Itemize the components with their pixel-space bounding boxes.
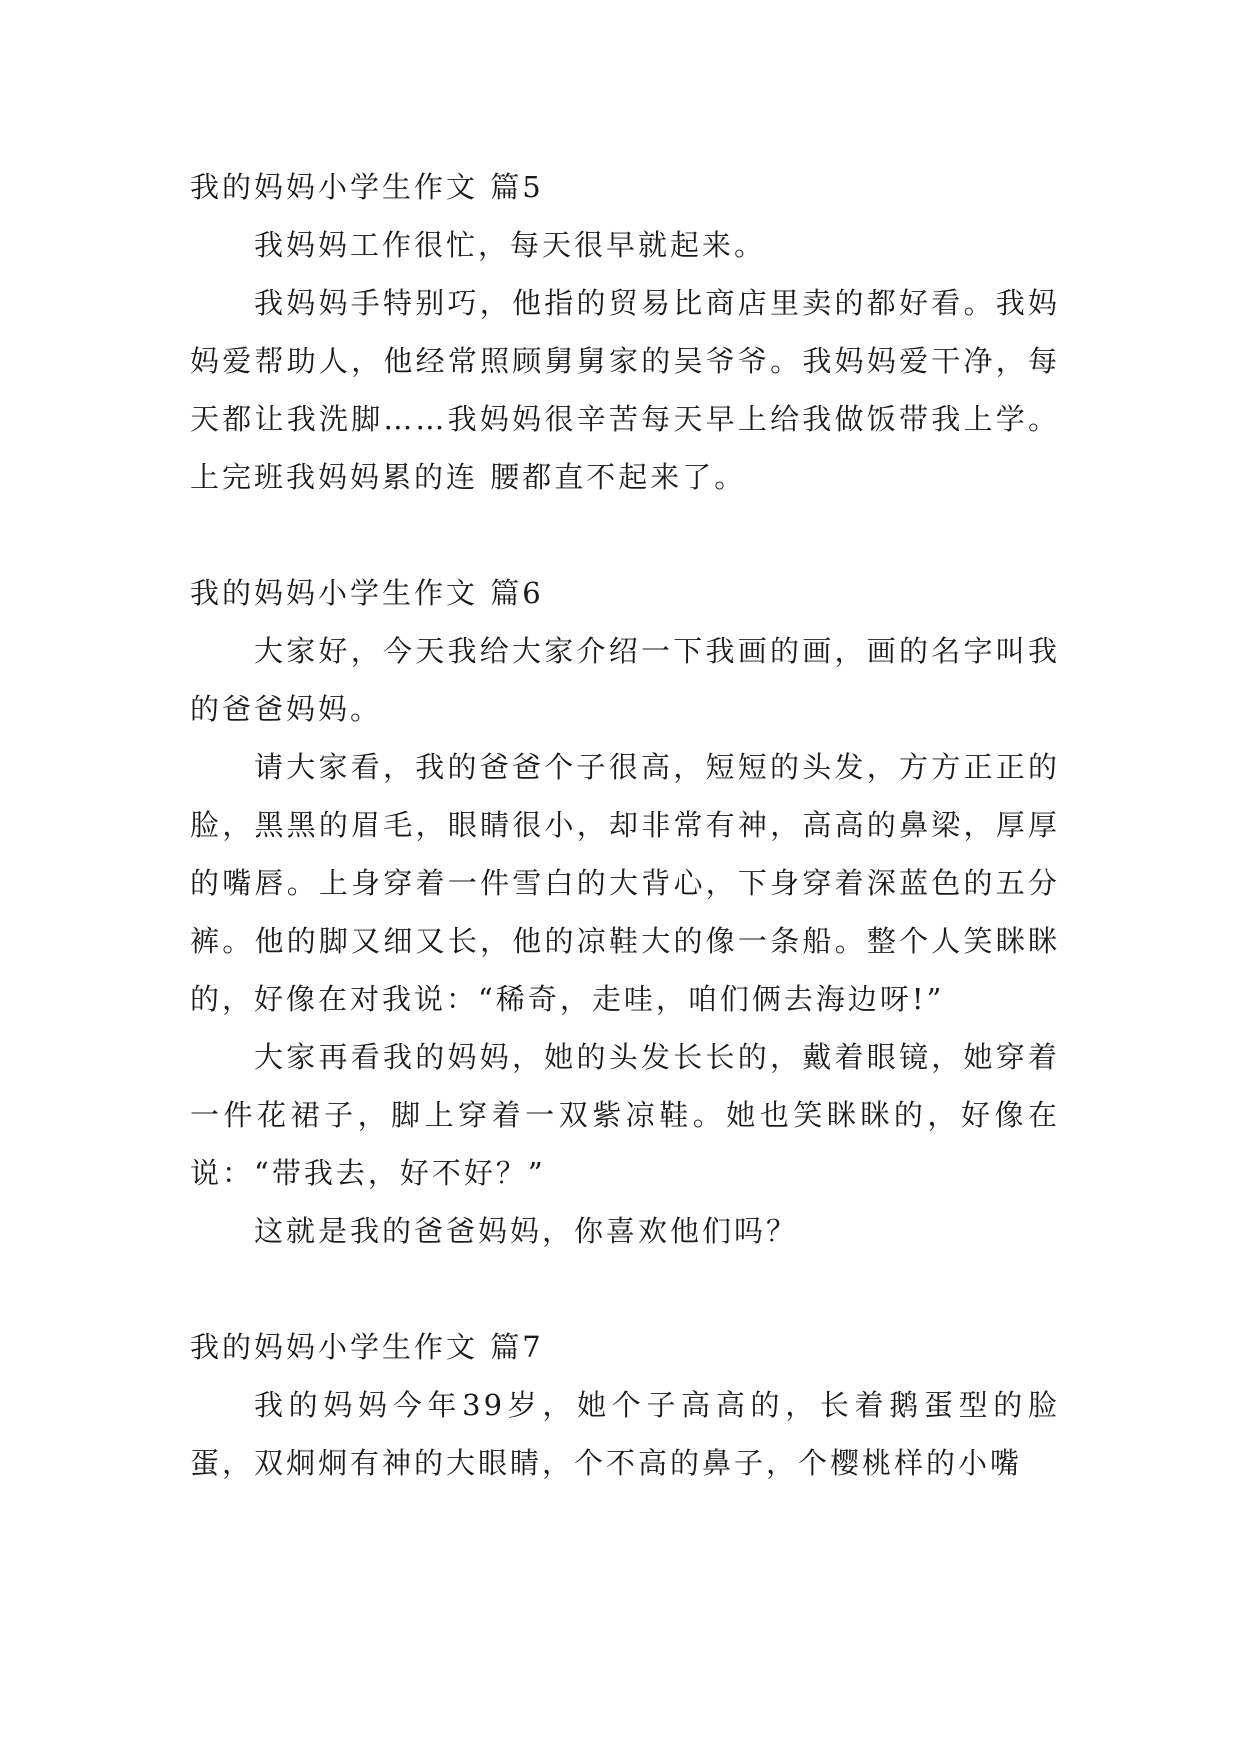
paragraph: 我的妈妈今年39岁，她个子高高的，长着鹅蛋型的脸蛋，双炯炯有神的大眼睛，个不高的鼻子，个樱桃样的小嘴 [190, 1388, 1060, 1480]
essay-section-6 [190, 564, 1060, 1260]
section-heading: 我的妈妈小学生作文 篇5 [190, 170, 544, 204]
paragraph: 我妈妈工作很忙，每天很早就起来。 [254, 228, 767, 262]
essay-section-5 [190, 158, 1060, 506]
section-heading: 我的妈妈小学生作文 篇7 [190, 1330, 544, 1364]
document-page [190, 158, 1060, 1492]
paragraph: 请大家看，我的爸爸个子很高，短短的头发，方方正正的脸，黑黑的眉毛，眼睛很小，却非常有神，高高的鼻梁，厚厚的嘴唇。上身穿着一件雪白的大背心，下身穿着深蓝色的五分裤。他的脚又细又长，他的凉鞋大的像一条船。整个人笑眯眯的，好像在对我说：“稀奇，走哇，咱们俩去海边呀!” [190, 750, 1060, 1016]
paragraph: 我妈妈手特别巧，他指的贸易比商店里卖的都好看。我妈妈爱帮助人，他经常照顾舅舅家的吴爷爷。我妈妈爱干净，每天都让我洗脚……我妈妈很辛苦每天早上给我做饭带我上学。上完班我妈妈累的连 腰都直不起来了。 [190, 286, 1060, 494]
section-heading: 我的妈妈小学生作文 篇6 [190, 576, 544, 610]
paragraph: 大家再看我的妈妈，她的头发长长的，戴着眼镜，她穿着一件花裙子，脚上穿着一双紫凉鞋。她也笑眯眯的，好像在说：“带我去，好不好？” [190, 1040, 1060, 1190]
paragraph: 大家好，今天我给大家介绍一下我画的画，画的名字叫我的爸爸妈妈。 [190, 634, 1060, 726]
essay-section-7 [190, 1318, 1060, 1492]
paragraph: 这就是我的爸爸妈妈，你喜欢他们吗？ [254, 1214, 799, 1248]
